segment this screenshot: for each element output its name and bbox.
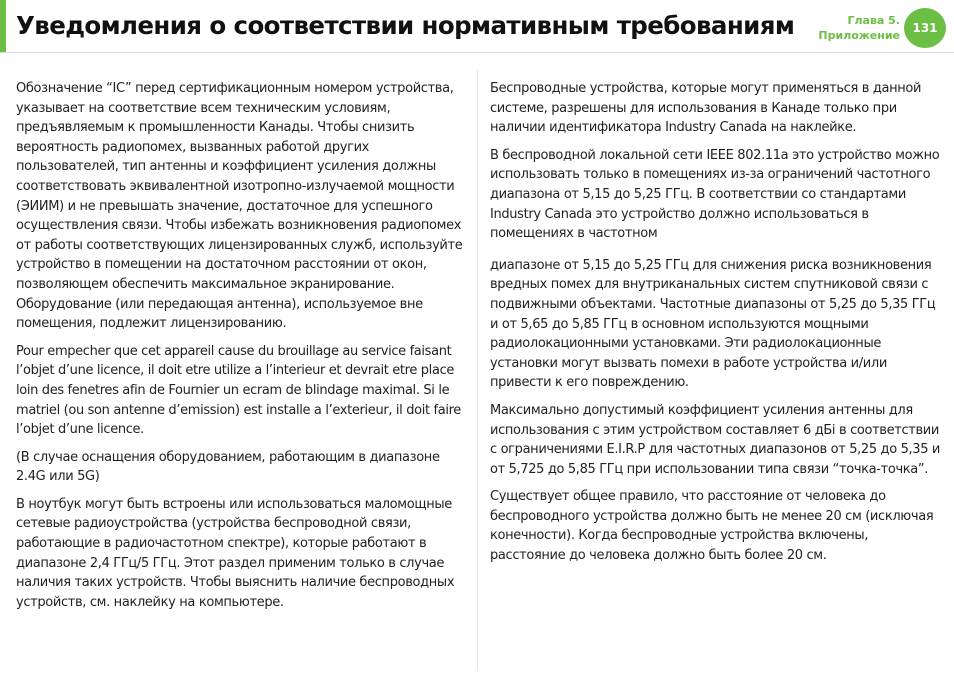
chapter-label [818,13,900,43]
paragraph-ic-notice: Обозначение “IC” перед сертификационным номером устройства, указывает на соответствие всем техническим условиям, предъявляемым к промышленности Канады. Чтобы снизить вероятность радиопомех, вызванных работой других пользователей, тип антенны и коэффициент усиления должны соответствовать эквивалентной изотропно-излучаемой мощности (ЭИИМ) и не превышать значение, достаточное для успешного осуществления связи. Чтобы избежать возникновения радиопомех от работы соответствующих лицензированных служб, используйте устройство в помещении на достаточном расстоянии от окон, позволяющем обеспечить максимальное экранирование. Оборудование (или передающая антенна), используемое вне помещения, подлежит лицензированию. [16,81,463,332]
paragraph-wireless-devices: В ноутбук могут быть встроены или использоваться маломощные сетевые радиоустройства (устройства беспроводной связи, работающие в радиочастотном спектре), которые работают в диапазоне 2,4 ГГц/5 ГГц. Этот раздел применим только в случае наличия таких устройств. Чтобы выяснить наличие беспроводных устройств, см. наклейку на компьютере. [16,496,455,610]
paragraph-radar-interference: диапазоне от 5,15 до 5,25 ГГц для снижения риска возникновения вредных помех для внутриканальных систем спутниковой связи с подвижными объектами. Частотные диапазоны от 5,25 до 5,35 ГГц и от 5,65 до 5,85 ГГц в основном используются мощными радиолокационными установками. Эти радиолокационные установки могут вызвать помехи в работе устройства и/или привести к его повреждению. [490,257,936,391]
paragraph-band-note: (В случае оснащения оборудованием, работающим в диапазоне 2.4G или 5G) [16,449,440,485]
paragraph-french-notice: Pour empecher que cet appareil cause du brouillage au service faisant l’objet d’une licence, il doit etre utilize a l’interieur et devrait etre place loin des fenetres afin de Fournier un ecram de blindage maximal. Si le matriel (ou son antenne d’emission) est installe a l’exterieur, il doit faire l’objet d’une licence. [16,343,461,438]
paragraph-industry-canada-id: Беспроводные устройства, которые могут применяться в данной системе, разрешены для использования в Канаде только при наличии идентификатора Industry Canada на наклейке. [490,81,922,136]
paragraph-antenna-gain: Максимально допустимый коэффициент усиления антенны для использования с этим устройством составляет 6 дБi в соответствии с ограничениями E.I.R.P для частотных диапазонов от 5,25 до 5,35 и от 5,725 до 5,85 ГГц при использовании типа связи “точка-точка”. [490,402,941,477]
left-column [16,79,468,620]
right-column [490,79,942,574]
page-title: Уведомления о соответствии нормативным требованиям [16,11,795,40]
header-accent-bar [0,0,6,52]
page-number-badge: 131 [904,8,946,48]
chapter-number: Глава 5. [847,14,900,27]
header-divider [0,52,954,53]
paragraph-802-11a-indoor: В беспроводной локальной сети IEEE 802.11a это устройство можно использовать только в помещениях из-за ограничений частотного диапазона от 5,15 до 5,25 ГГц. В соответствии со стандартами Industry Canada это устройство должно использоваться в помещениях в частотном [490,147,940,242]
chapter-name: Приложение [818,29,900,42]
column-divider [477,70,478,670]
paragraph-distance-rule: Существует общее правило, что расстояние от человека до беспроводного устройства должно быть не менее 20 см (исключая конечности). Когда беспроводные устройства включены, расстояние до человека должно быть более 20 см. [490,489,934,564]
